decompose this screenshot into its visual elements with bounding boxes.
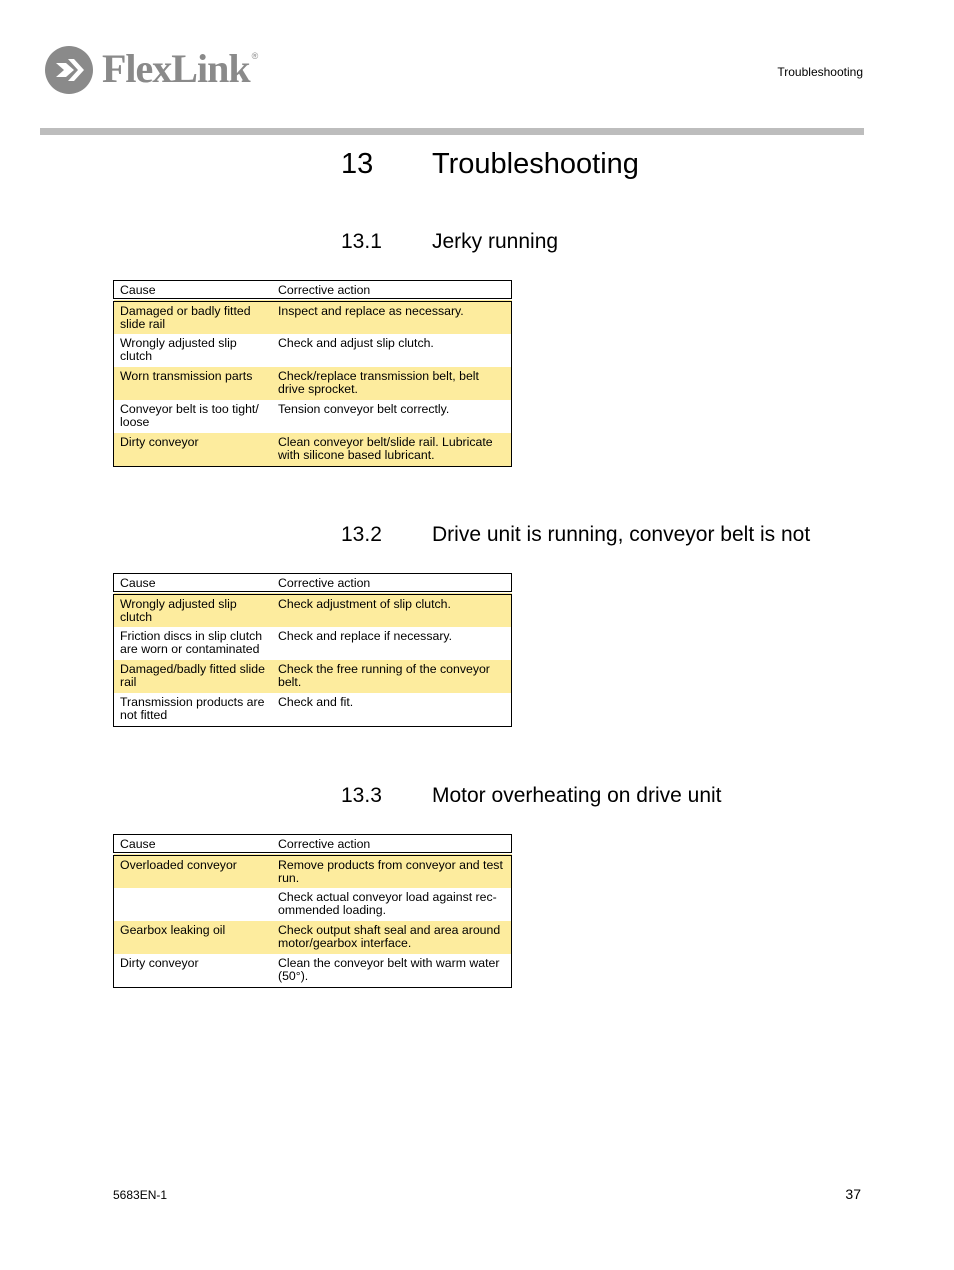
- action-cell: Tension conveyor belt correctly.: [278, 402, 450, 416]
- cause-cell: Damaged or badly fitted slide rail: [114, 300, 273, 334]
- action-cell: Check/replace transmission belt, belt drive sprocket.: [272, 367, 512, 400]
- table-row: [114, 300, 512, 334]
- action-cell: Remove products from conveyor and test run.: [272, 854, 512, 888]
- column-header-cause: Cause: [114, 835, 273, 855]
- cause-cell: Overloaded conveyor: [114, 854, 273, 888]
- table-row: [114, 433, 512, 466]
- chapter-title: Troubleshooting: [432, 148, 639, 180]
- section-heading: [341, 230, 558, 254]
- cause-cell: Dirty conveyor: [120, 956, 199, 970]
- chapter-number: 13: [341, 148, 374, 180]
- section-heading: [341, 784, 722, 808]
- table-row: [114, 593, 512, 627]
- cause-cell: Damaged/badly fitted slide rail: [114, 660, 273, 693]
- cause-cell: Wrongly adjusted slip clutch: [114, 593, 273, 627]
- action-cell: Check and fit.: [278, 695, 354, 709]
- action-cell: Check output shaft seal and area around motor/gearbox interface.: [272, 921, 512, 954]
- table-row: [114, 954, 512, 987]
- action-cell: Check and adjust slip clutch.: [278, 336, 434, 350]
- action-cell: Clean the conveyor belt with warm water (50°).: [278, 956, 500, 983]
- table-row: [114, 888, 512, 921]
- flexlink-logo-icon: [44, 45, 94, 95]
- cause-cell: Dirty conveyor: [114, 433, 273, 466]
- document-number: 5683EN-1: [113, 1188, 168, 1202]
- section-title: Jerky running: [432, 230, 559, 253]
- section-title: Drive unit is running, conveyor belt is not: [432, 523, 811, 546]
- action-cell: Check actual conveyor load against rec-ommended loading.: [278, 890, 497, 917]
- section-number: 13.2: [341, 523, 382, 546]
- chapter-heading: [341, 148, 639, 181]
- action-cell: Check adjustment of slip clutch.: [272, 593, 512, 627]
- action-cell: Check and replace if necessary.: [278, 629, 453, 643]
- cause-cell: Worn transmission parts: [114, 367, 273, 400]
- column-header-cause: Cause: [114, 574, 273, 594]
- column-header-cause: Cause: [114, 281, 273, 301]
- cause-cell: [114, 888, 273, 921]
- table-row: [114, 921, 512, 954]
- troubleshooting-table: [113, 573, 512, 727]
- flexlink-logo: [44, 44, 258, 96]
- table-header-row: [114, 835, 512, 855]
- registered-mark: ®: [251, 51, 259, 61]
- table-row: [114, 400, 512, 433]
- section-number: 13.3: [341, 784, 382, 807]
- action-cell: Clean conveyor belt/slide rail. Lubricate with silicone based lubricant.: [272, 433, 512, 466]
- table-row: [114, 854, 512, 888]
- troubleshooting-table: [113, 280, 512, 467]
- action-cell: Check the free running of the conveyor belt.: [272, 660, 512, 693]
- cause-cell: Wrongly adjusted slip clutch: [120, 336, 237, 363]
- table-row: [114, 693, 512, 726]
- cause-cell: Conveyor belt is too tight/ loose: [120, 402, 259, 429]
- table-row: [114, 660, 512, 693]
- cause-cell: Gearbox leaking oil: [114, 921, 273, 954]
- table-row: [114, 627, 512, 660]
- column-header-action: Corrective action: [272, 835, 512, 855]
- table-row: [114, 334, 512, 367]
- section-heading: [341, 523, 810, 547]
- page-number: 37: [845, 1186, 861, 1202]
- column-header-action: Corrective action: [272, 574, 512, 594]
- troubleshooting-table: [113, 834, 512, 988]
- table-header-row: [114, 281, 512, 301]
- table-header-row: [114, 574, 512, 594]
- column-header-action: Corrective action: [272, 281, 512, 301]
- logo-wordmark: FlexLink: [102, 46, 250, 91]
- table-row: [114, 367, 512, 400]
- action-cell: Inspect and replace as necessary.: [272, 300, 512, 334]
- section-title: Motor overheating on drive unit: [432, 784, 722, 807]
- section-number: 13.1: [341, 230, 382, 253]
- cause-cell: Transmission products are not fitted: [120, 695, 265, 722]
- cause-cell: Friction discs in slip clutch are worn or contaminated: [120, 629, 263, 656]
- running-header: Troubleshooting: [777, 65, 863, 79]
- header-rule: [40, 128, 864, 135]
